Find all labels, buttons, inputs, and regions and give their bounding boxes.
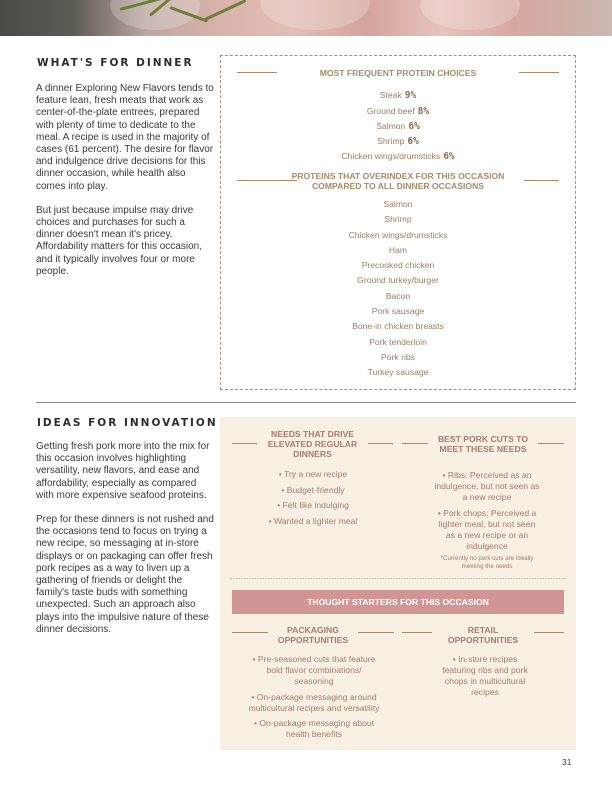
protein-item [221,121,575,132]
text-line: • In-store recipes [452,654,518,664]
list-item: Salmon [383,199,413,209]
list-item: Ground turkey/burger [357,275,439,286]
list-item: • Felt like indulging [277,500,349,510]
overindex-heading [221,171,575,191]
heading-line: OPPORTUNITIES [447,635,519,645]
needs-list [240,469,386,531]
protein-item [221,106,575,117]
text-line: lighter meal, but not seen [438,518,536,529]
text-line: health benefits [286,729,342,739]
overindex-heading-line: COMPARED TO ALL DINNER OCCASIONS [311,181,485,191]
text-line: • On-package messaging about [253,718,375,728]
section-divider [36,402,576,403]
text-line: multicultural recipes and versatility [248,702,380,713]
frequent-protein-heading: MOST FREQUENT PROTEIN CHOICES [319,68,477,78]
cuts-list [412,470,562,556]
needs-panel [220,417,576,750]
protein-item [221,136,575,147]
cuts-heading [428,434,538,454]
list-item: Shrimp [384,214,412,225]
rule-decoration [232,443,257,444]
text-line: bold flavor combinations/ [266,665,362,675]
rule-decoration [368,443,393,444]
protein-item [221,90,575,101]
protein-pct: 9% [404,90,417,101]
heading-line: DINNERS [293,449,332,459]
retail-list [420,654,550,703]
list-item [412,470,562,503]
list-item: Bacon [385,290,411,301]
text-line: as a new recipe or an [445,529,529,540]
heading-line: NEEDS THAT DRIVE [271,429,354,439]
heading-line: ELEVATED REGULAR [267,439,358,449]
text-line: • On-package messaging around [251,691,377,702]
paragraph: Getting fresh pork more into the mix for this occasion involves highlighting versatility, new flavors, and ease and affordability, especially as compared with more expensive seafood proteins. [36,441,210,501]
heading-line: OPPORTUNITIES [277,635,349,645]
text-line: featuring ribs and pork [442,665,528,675]
list-item [412,508,562,552]
text-line: indulgence [466,540,508,551]
paragraph: Prep for these dinners is not rushed and the occasions tend to focus on trying a new recipe, so messaging at in-store displays or on packaging can offer fresh pork recipes as a way to liven up a gathering of friends or delight the family's taste buds with something unexpected. Such an approach also plays into the impulsive nature of these dinner decisions. [36,514,214,635]
list-item: Chicken wings/drumsticks [348,229,448,240]
text-line: meeting the needs [461,563,513,570]
list-item: Pork tenderloin [369,336,427,347]
protein-pct: 6% [408,121,420,132]
protein-pct: 8% [417,106,430,117]
list-item [228,692,400,714]
text-line: *Currently no pork cuts are ideally [440,555,534,562]
text-line: • Pork chops: Perceived a [437,507,537,518]
list-item [228,718,400,740]
list-item [420,654,550,698]
list-item: Pork sausage [371,306,425,317]
heading-line: BEST PORK CUTS TO [437,434,529,444]
dotted-divider [230,578,566,579]
protein-name: Shrimp [377,136,405,146]
rule-decoration [538,443,564,444]
innovation-body-text [36,441,214,648]
text-line: indulgence, but not seen as [434,481,540,491]
retail-heading [432,625,534,645]
text-line: recipes [471,687,499,697]
rule-decoration [534,632,564,633]
text-line: a new recipe [462,492,512,502]
page-number: 31 [562,757,572,767]
list-item: • Wanted a lighter meal [268,515,358,526]
paragraph: A dinner Exploring New Flavors tends to feature lean, fresh meats that work as center-of-the-plate entrees, prepared with plenty of time to dedicate to the meal. A recipe is used in the majority of cases (61 percent). The desire for flavor and indulgence drive decisions for this dinner occasion, while health also comes into play. [36,83,214,192]
protein-item [221,151,575,162]
protein-name: Salmon [376,121,406,131]
thought-starters-banner: THOUGHT STARTERS FOR THIS OCCASION [232,590,564,614]
list-item: Pork ribs [381,351,415,362]
paragraph: But just because impulse may drive choices and purchases for such a dinner doesn't mean it's pricey. Affordability matters for this occasion, and it typically involves four or more people. [36,204,202,277]
protein-pct: 6% [407,136,419,147]
list-item: • Budget-friendly [281,484,345,495]
protein-choices-box [220,55,576,390]
rule-decoration [402,632,432,633]
section-title-dinner: WHAT'S FOR DINNER [37,57,194,69]
hero-photo-strip [0,0,612,36]
protein-name: Ground beef [366,106,415,116]
rule-decoration [358,632,394,633]
overindex-heading-line: PROTEINS THAT OVERINDEX FOR THIS OCCASION [291,171,505,181]
protein-name: Chicken wings/drumsticks [341,151,441,161]
packaging-list [228,654,400,745]
needs-heading [257,429,368,459]
protein-name: Steak [379,90,402,100]
list-item: Bone-in chicken breasts [352,321,444,332]
packaging-heading [268,625,358,645]
list-item [228,654,400,687]
text-line: seasoning [294,676,334,686]
heading-line: RETAIL [467,625,499,635]
dinner-body-text [36,83,214,290]
rule-decoration [232,632,268,633]
heading-line: MEET THESE NEEDS [439,444,527,454]
text-line: chops in multicultural [444,676,526,686]
list-item: Turkey sausage [367,367,429,378]
list-item: Ham [388,244,408,255]
rule-decoration [402,443,428,444]
text-line: • Ribs: Perceived as an [442,470,532,480]
text-line: • Pre-seasoned cuts that feature [252,654,376,664]
section-title-innovation: IDEAS FOR INNOVATION [37,417,218,429]
list-item: Precooked chicken [361,260,435,271]
protein-pct: 6% [443,151,455,162]
heading-line: PACKAGING [287,625,339,635]
footnote [412,555,562,571]
list-item: • Try a new recipe [278,469,348,479]
overindex-list [221,199,575,383]
